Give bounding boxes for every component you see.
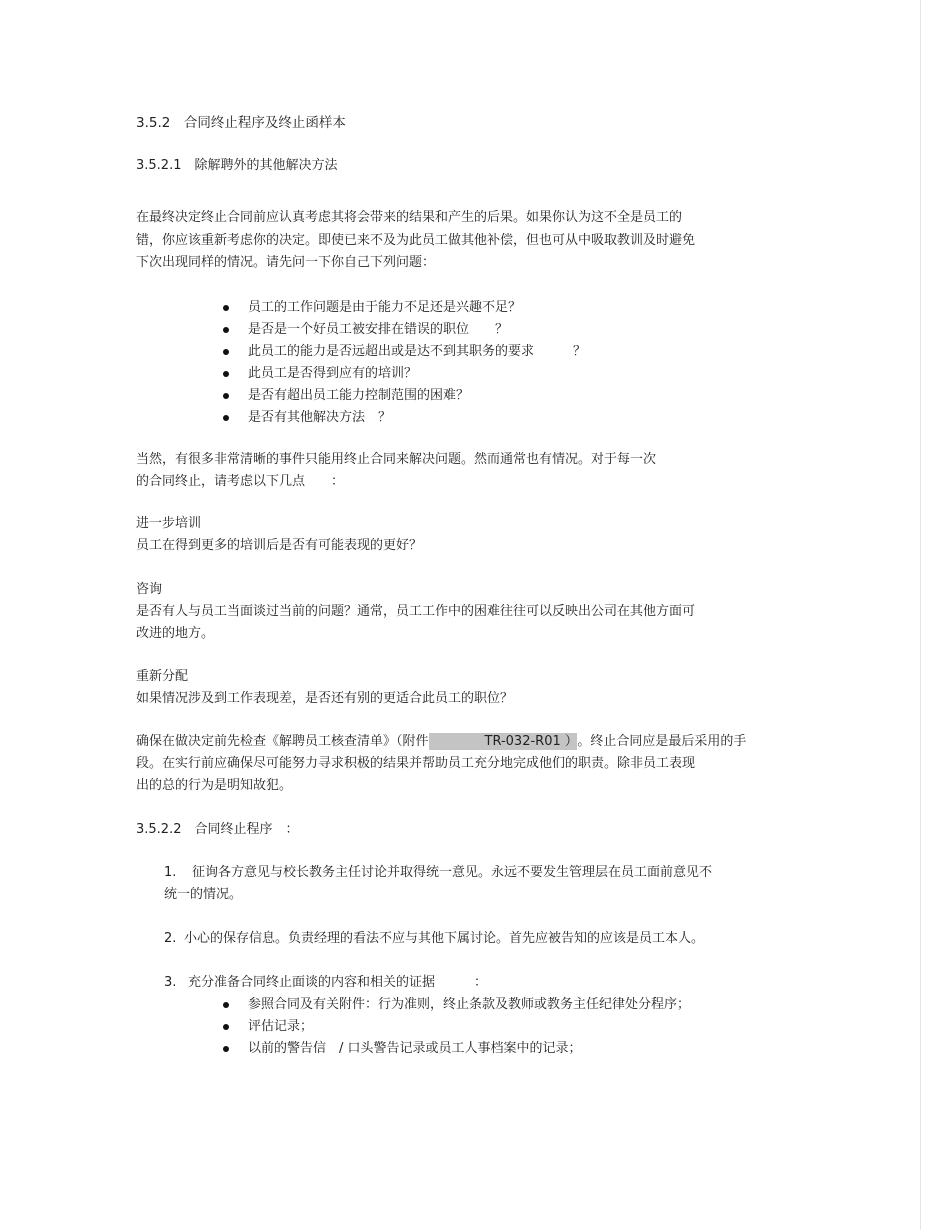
section-heading: 3.5.2 合同终止程序及终止函样本 <box>136 115 346 131</box>
checklist-text: 确保在做决定前先检查《解聘员工核查清单》（附件 <box>136 734 429 749</box>
training-title: 进一步培训 <box>136 516 202 531</box>
step-text: 小心的保存信息。负责经理的看法不应与其他下属讨论。首先应被告知的应该是员工本人。 <box>184 931 705 946</box>
page-edge <box>920 0 921 1230</box>
consult-title: 咨询 <box>136 582 163 597</box>
step-number: 1. <box>164 865 177 880</box>
paragraph-line: 的合同终止，请考虑以下几点 ： <box>136 474 345 489</box>
paragraph-line: 当然，有很多非常清晰的事件只能用终止合同来解决问题。然而通常也有情况。对于每一次 <box>136 452 657 467</box>
question-item: 员工的工作问题是由于能力不足还是兴趣不足？ <box>248 300 522 315</box>
step-text: 统一的情况。 <box>164 887 243 902</box>
question-item: 是否有超出员工能力控制范围的困难？ <box>248 388 470 403</box>
bullet-icon <box>223 349 229 355</box>
bullet-icon <box>223 327 229 333</box>
checklist-text: 。终止合同应是最后采用的手 <box>577 734 747 749</box>
training-text: 员工在得到更多的培训后是否有可能表现的更好？ <box>136 538 423 553</box>
subsection-heading: 3.5.2.2 合同终止程序 ： <box>136 822 299 837</box>
subsection-heading: 3.5.2.1 除解聘外的其他解决方法 <box>136 158 338 173</box>
question-item: 此员工是否得到应有的培训？ <box>248 366 418 381</box>
realloc-title: 重新分配 <box>136 669 189 684</box>
bullet-icon <box>223 1024 229 1030</box>
step3-item: 评估记录； <box>248 1019 314 1034</box>
bullet-icon <box>223 1046 229 1052</box>
bullet-icon <box>223 305 229 311</box>
question-item: 此员工的能力是否远超出或是达不到其职务的要求 ？ <box>248 344 587 359</box>
intro-line: 在最终决定终止合同前应认真考虑其将会带来的结果和产生的后果。如果你认为这不全是员工的 <box>136 210 683 225</box>
bullet-icon <box>223 371 229 377</box>
bullet-icon <box>223 415 229 421</box>
step3-item: 参照合同及有关附件：行为准则，终止条款及教师或教务主任纪律处分程序； <box>248 997 691 1012</box>
intro-line: 下次出现同样的情况。请先问一下你自己下列问题： <box>136 255 436 270</box>
paragraph-line: 出的总的行为是明知故犯。 <box>136 778 293 793</box>
bullet-icon <box>223 393 229 399</box>
checklist-sentence <box>136 734 746 750</box>
step-text: 征询各方意见与校长教务主任讨论并取得统一意见。永远不要发生管理层在员工面前意见不 <box>192 865 713 880</box>
realloc-text: 如果情况涉及到工作表现差，是否还有别的更适合此员工的职位？ <box>136 691 514 706</box>
paragraph-line: 段。在实行前应确保尽可能努力寻求积极的结果并帮助员工充分地完成他们的职责。除非员工表现 <box>136 756 696 771</box>
consult-text: 是否有人与员工当面谈过当前的问题？通常，员工工作中的困难往往可以反映出公司在其他方面可 <box>136 604 696 619</box>
question-item: 是否有其他解决方法 ？ <box>248 410 392 425</box>
consult-text: 改进的地方。 <box>136 626 215 641</box>
step-number: 2. <box>164 931 177 946</box>
attachment-reference: TR-032-R01 ） <box>429 733 578 750</box>
step-text: 充分准备合同终止面谈的内容和相关的证据 ： <box>188 975 488 990</box>
step3-item: 以前的警告信 / 口头警告记录或员工人事档案中的记录； <box>248 1041 582 1056</box>
step-number: 3. <box>164 975 177 990</box>
intro-line: 错，你应该重新考虑你的决定。即使已来不及为此员工做其他补偿，但也可从中吸取教训及时避免 <box>136 233 696 248</box>
bullet-icon <box>223 1002 229 1008</box>
question-item: 是否是一个好员工被安排在错误的职位 ？ <box>248 322 509 337</box>
